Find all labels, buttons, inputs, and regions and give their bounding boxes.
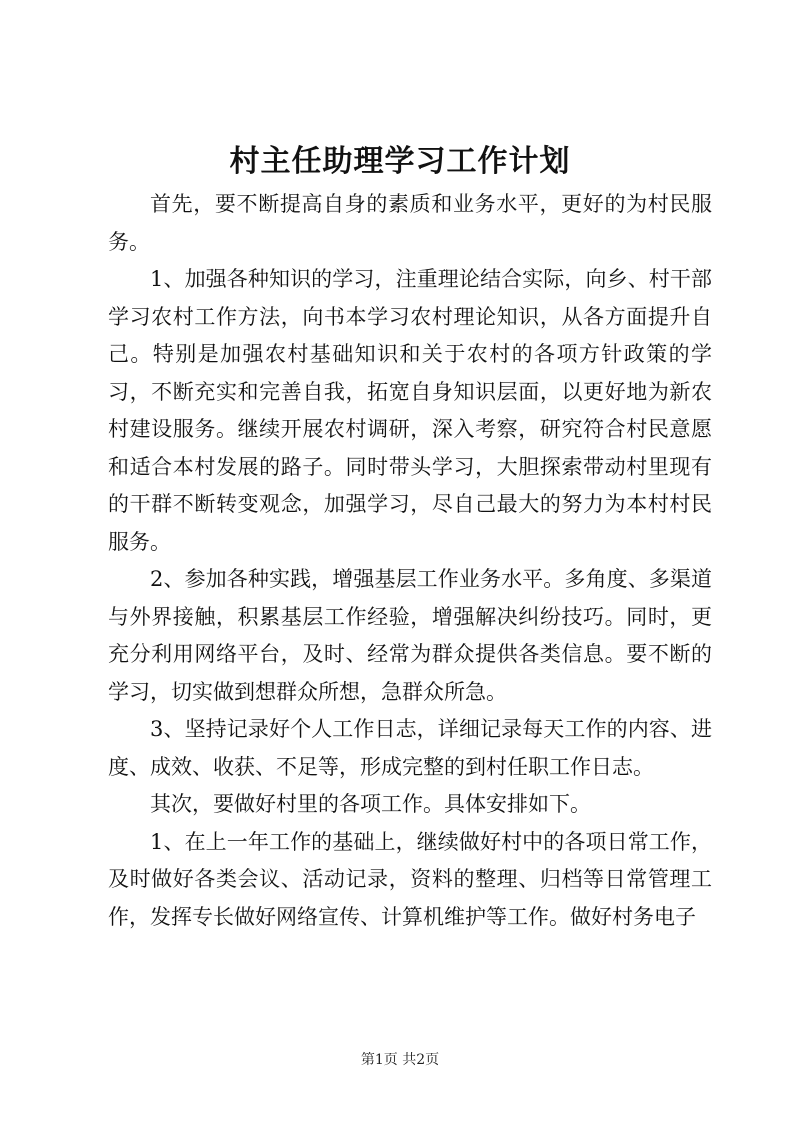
paragraph-intro: 首先，要不断提高自身的素质和业务水平，更好的为村民服务。 bbox=[108, 192, 712, 254]
paragraph-item-1-daily-work: 1、在上一年工作的基础上，继续做好村中的各项日常工作，及时做好各类会议、活动记录，资料的整理、归档等日常管理工作，发挥专长做好网络宣传、计算机维护等工作。做好村务电子 bbox=[108, 829, 712, 929]
paragraph-item-2-practice: 2、参加各种实践，增强基层工作业务水平。多角度、多渠道与外界接触，积累基层工作经验，增强解决纠纷技巧。同时，更充分利用网络平台，及时、经常为群众提供各类信息。要不断的学习，切实做到想群众所想，急群众所急。 bbox=[108, 567, 712, 704]
paragraph-item-3-journal: 3、坚持记录好个人工作日志，详细记录每天工作的内容、进度、成效、收获、不足等，形成完整的到村任职工作日志。 bbox=[108, 717, 712, 779]
paragraph-second-section: 其次，要做好村里的各项工作。具体安排如下。 bbox=[150, 792, 591, 816]
document-title: 村主任助理学习工作计划 bbox=[229, 144, 571, 179]
page-footer: 第1页 共2页 bbox=[360, 1052, 440, 1068]
paragraph-item-1-study: 1、加强各种知识的学习，注重理论结合实际，向乡、村干部学习农村工作方法，向书本学习农村理论知识，从各方面提升自己。特别是加强农村基础知识和关于农村的各项方针政策的学习，不断充实和完善自我，拓宽自身知识层面，以更好地为新农村建设服务。继续开展农村调研，深入考察，研究符合村民意愿和适合本村发展的路子。同时带头学习，大胆探索带动村里现有的干群不断转变观念，加强学习，尽自己最大的努力为本村村民服务。 bbox=[108, 267, 712, 554]
document-body bbox=[108, 186, 712, 936]
